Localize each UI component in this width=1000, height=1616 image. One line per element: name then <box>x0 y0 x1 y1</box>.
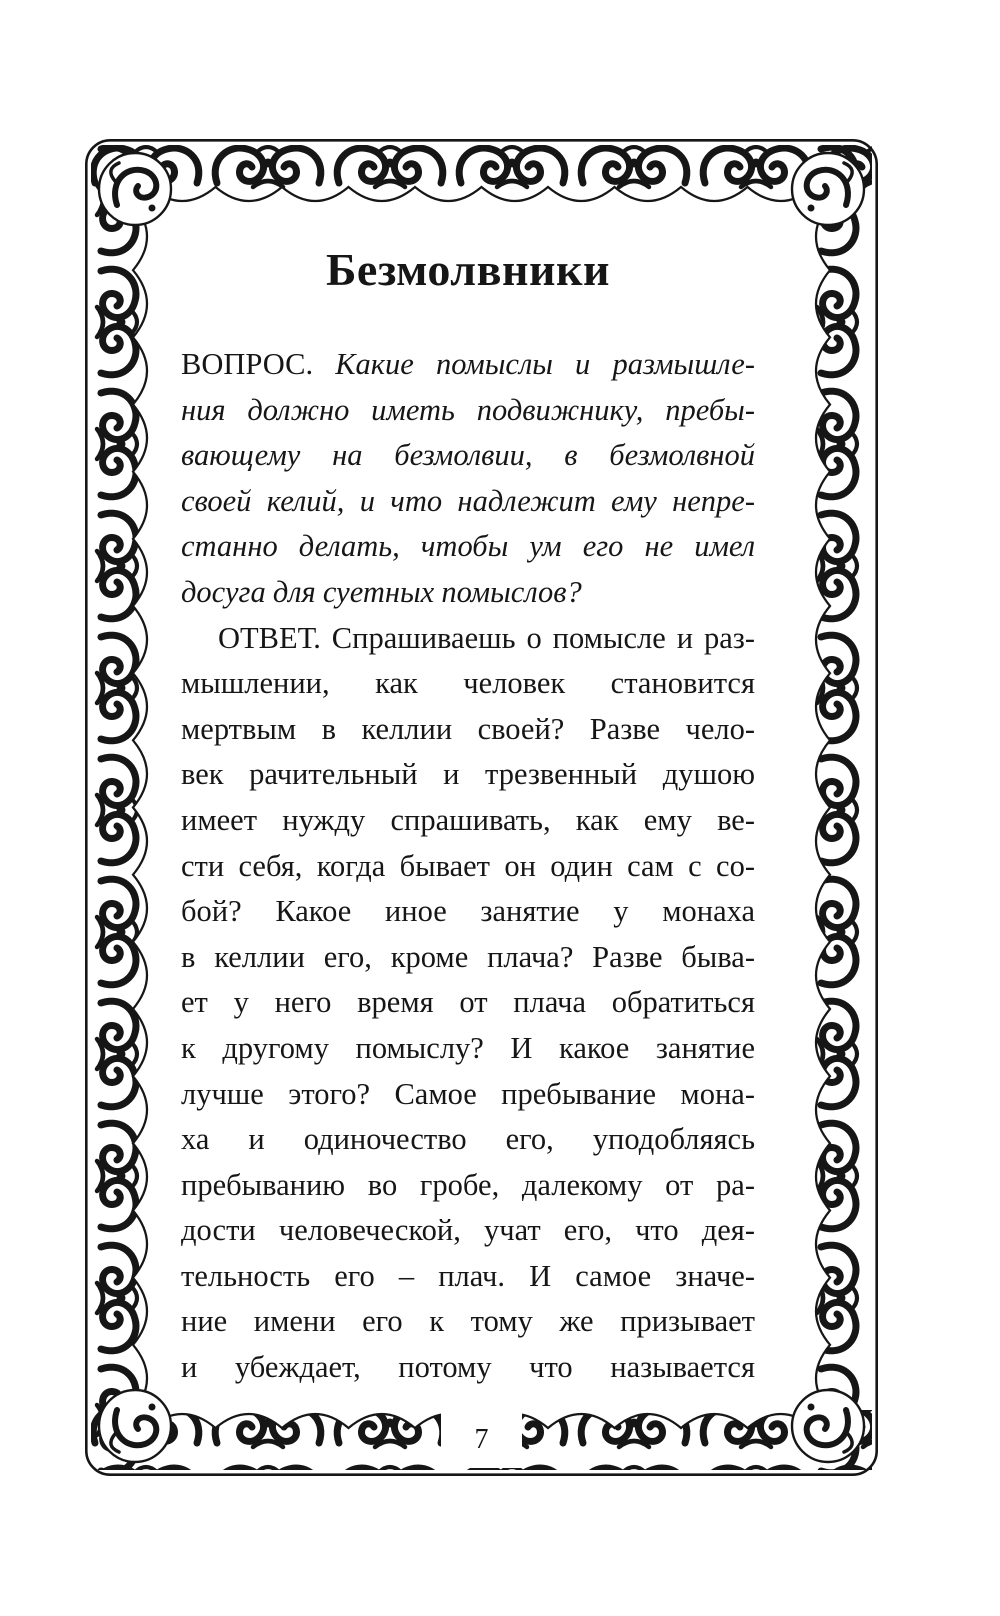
chapter-title: Безмолвники <box>326 244 610 295</box>
text-line: своей келий, и что надлежит ему непре- <box>181 483 755 518</box>
text-line: мышлении, как человек становится <box>181 666 755 701</box>
text-line: лучше этого? Самое пребывание мона- <box>181 1076 755 1111</box>
page-number: 7 <box>441 1412 522 1468</box>
text-line: ха и одиночество его, уподобляясь <box>181 1122 755 1157</box>
text-line: пребыванию во гробе, далекому от ра- <box>181 1167 755 1202</box>
text-line: ет у него время от плача обратиться <box>181 985 755 1020</box>
text-line: дости человеческой, учат его, что дея- <box>181 1213 755 1248</box>
text-line: мертвым в келлии своей? Разве чело- <box>181 711 755 746</box>
text-line: ния должно иметь подвижнику, пребы- <box>181 392 755 427</box>
body-text <box>181 342 755 1391</box>
text-line: тельность его – плач. И самое значе- <box>181 1258 755 1293</box>
text-line: вающему на безмолвии, в безмолвной <box>181 438 755 473</box>
text-line: к другому помыслу? И какое занятие <box>181 1030 755 1065</box>
text-line: бой? Какое иное занятие у монаха <box>181 894 755 929</box>
text-line: ОТВЕТ. Спрашиваешь о помысле и раз- <box>218 620 755 655</box>
text-line: в келлии его, кроме плача? Разве быва- <box>181 939 755 974</box>
text-line: век рачительный и трезвенный душою <box>181 757 755 792</box>
text-line: сти себя, когда бывает он один сам с со- <box>181 848 755 883</box>
text-line: досуга для суетных помыслов? <box>181 574 582 609</box>
text-line: станно делать, чтобы ум его не имел <box>181 529 755 564</box>
text-line: и убеждает, потому что называется <box>181 1350 755 1385</box>
text-line: ВОПРОС. Какие помыслы и размышле- <box>181 347 755 381</box>
text-line: ние имени его к тому же призывает <box>181 1304 755 1339</box>
text-line: имеет нужду спрашивать, как ему ве- <box>181 802 755 837</box>
